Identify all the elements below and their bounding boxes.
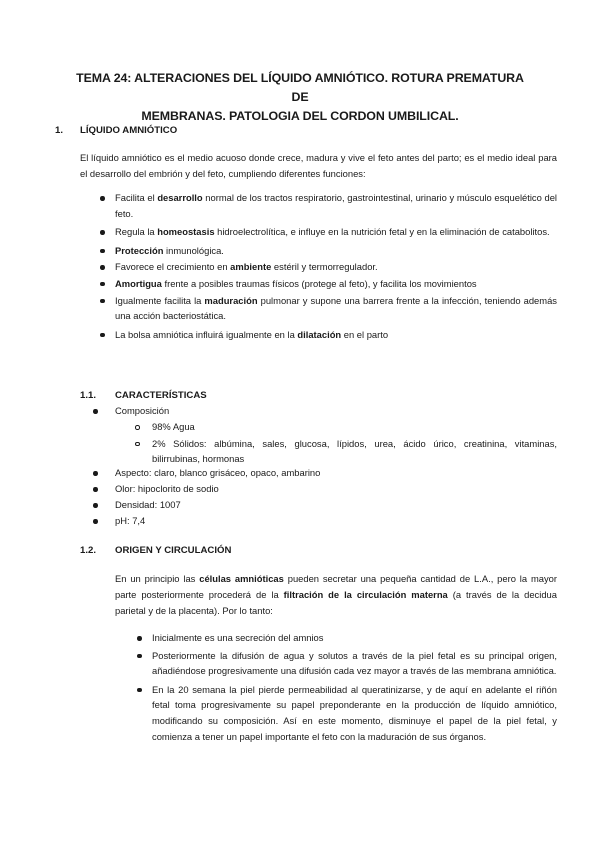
list-item: Densidad: 1007 [115, 497, 557, 513]
bullet-icon [93, 487, 98, 492]
list-item: Inicialmente es una secreción del amnios [152, 630, 557, 646]
bullet-icon [100, 249, 105, 254]
list-item: Favorece el crecimiento en ambiente estéril y termorregulador. [115, 259, 557, 275]
section-title: CARACTERÍSTICAS [115, 390, 207, 401]
title-line-1: TEMA 24: ALTERACIONES DEL LÍQUIDO AMNIÓTICO. ROTURA PREMATURA DE [76, 71, 524, 104]
characteristics-items [115, 465, 557, 529]
bullet-icon [137, 654, 142, 659]
bullet-icon [137, 636, 142, 641]
bullet-icon [100, 196, 105, 201]
bullet-icon [100, 230, 105, 235]
bullet-icon [93, 409, 98, 414]
list-item: Protección inmunológica. [115, 243, 557, 259]
bullet-icon [100, 265, 105, 270]
circle-bullet-icon [135, 425, 140, 430]
section-title: ORIGEN Y CIRCULACIÓN [115, 545, 232, 556]
list-item: En la 20 semana la piel pierde permeabilidad al queratinizarse, y de aquí en adelante el riñón fetal toma progresivamente su papel preponderante en la producción de líquido amniótico, modificando su composición. Así en este momento, disminuye el papel de la piel fetal, y comienza a tener un papel importante el feto con la maduración de sus órganos. [152, 682, 557, 744]
circle-bullet-icon [135, 442, 140, 447]
composition-sublist [152, 419, 557, 467]
list-item: pH: 7,4 [115, 513, 557, 529]
list-item: Olor: hipoclorito de sodio [115, 481, 557, 497]
list-item: Facilita el desarrollo normal de los tractos respiratorio, gastrointestinal, urinario y músculo esquelético del feto. [115, 190, 557, 221]
characteristics-list [115, 403, 557, 419]
bullet-icon [100, 299, 105, 304]
title-line-2: MEMBRANAS. PATOLOGIA DEL CORDON UMBILICAL. [141, 109, 459, 123]
list-item: Posteriormente la difusión de agua y solutos a través de la piel fetal es su principal origen, añadiéndose progresivamente una difusión cada vez mayor a través de las membrana amniótica. [152, 648, 557, 679]
section-number: 1. [55, 125, 64, 136]
functions-list [115, 190, 557, 342]
section-title: LÍQUIDO AMNIÓTICO [80, 125, 178, 136]
sublist-item: 98% Agua [152, 419, 557, 435]
list-item: La bolsa amniótica influirá igualmente en la dilatación en el parto [115, 327, 557, 343]
list-item: Aspecto: claro, blanco grisáceo, opaco, ambarino [115, 465, 557, 481]
list-item: Amortigua frente a posibles traumas físicos (protege al feto), y facilita los movimientos [115, 276, 557, 292]
bullet-icon [93, 471, 98, 476]
bullet-icon [100, 282, 105, 287]
document-title [70, 69, 530, 126]
section-number: 1.1. [80, 390, 97, 401]
bullet-icon [100, 333, 105, 338]
bullet-icon [93, 503, 98, 508]
section-number: 1.2. [80, 545, 97, 556]
origin-list [152, 630, 557, 744]
list-item: Igualmente facilita la maduración pulmonar y supone una barrera frente a la infección, teniendo además una acción bacteriostática. [115, 293, 557, 324]
list-item: Composición [115, 403, 557, 419]
bullet-icon [93, 519, 98, 524]
origin-paragraph: En un principio las células amnióticas pueden secretar una pequeña cantidad de L.A., pero la mayor parte posteriormente procederá de la filtración de la circulación materna (a través de la decidua parietal y de la placenta). Por lo tanto: [115, 573, 558, 616]
bullet-icon [137, 688, 142, 693]
section-1-intro: El líquido amniótico es el medio acuoso donde crece, madura y vive el feto antes del parto; es el medio ideal para el desarrollo del embrión y del feto, cumpliendo diferentes funciones: [80, 152, 557, 179]
sublist-item: 2% Sólidos: albúmina, sales, glucosa, lípidos, urea, ácido úrico, creatinina, vitaminas, bilirrubinas, hormonas [152, 436, 557, 467]
list-item: Regula la homeostasis hidroelectrolítica, e influye en la nutrición fetal y en la eliminación de catabolitos. [115, 224, 557, 240]
